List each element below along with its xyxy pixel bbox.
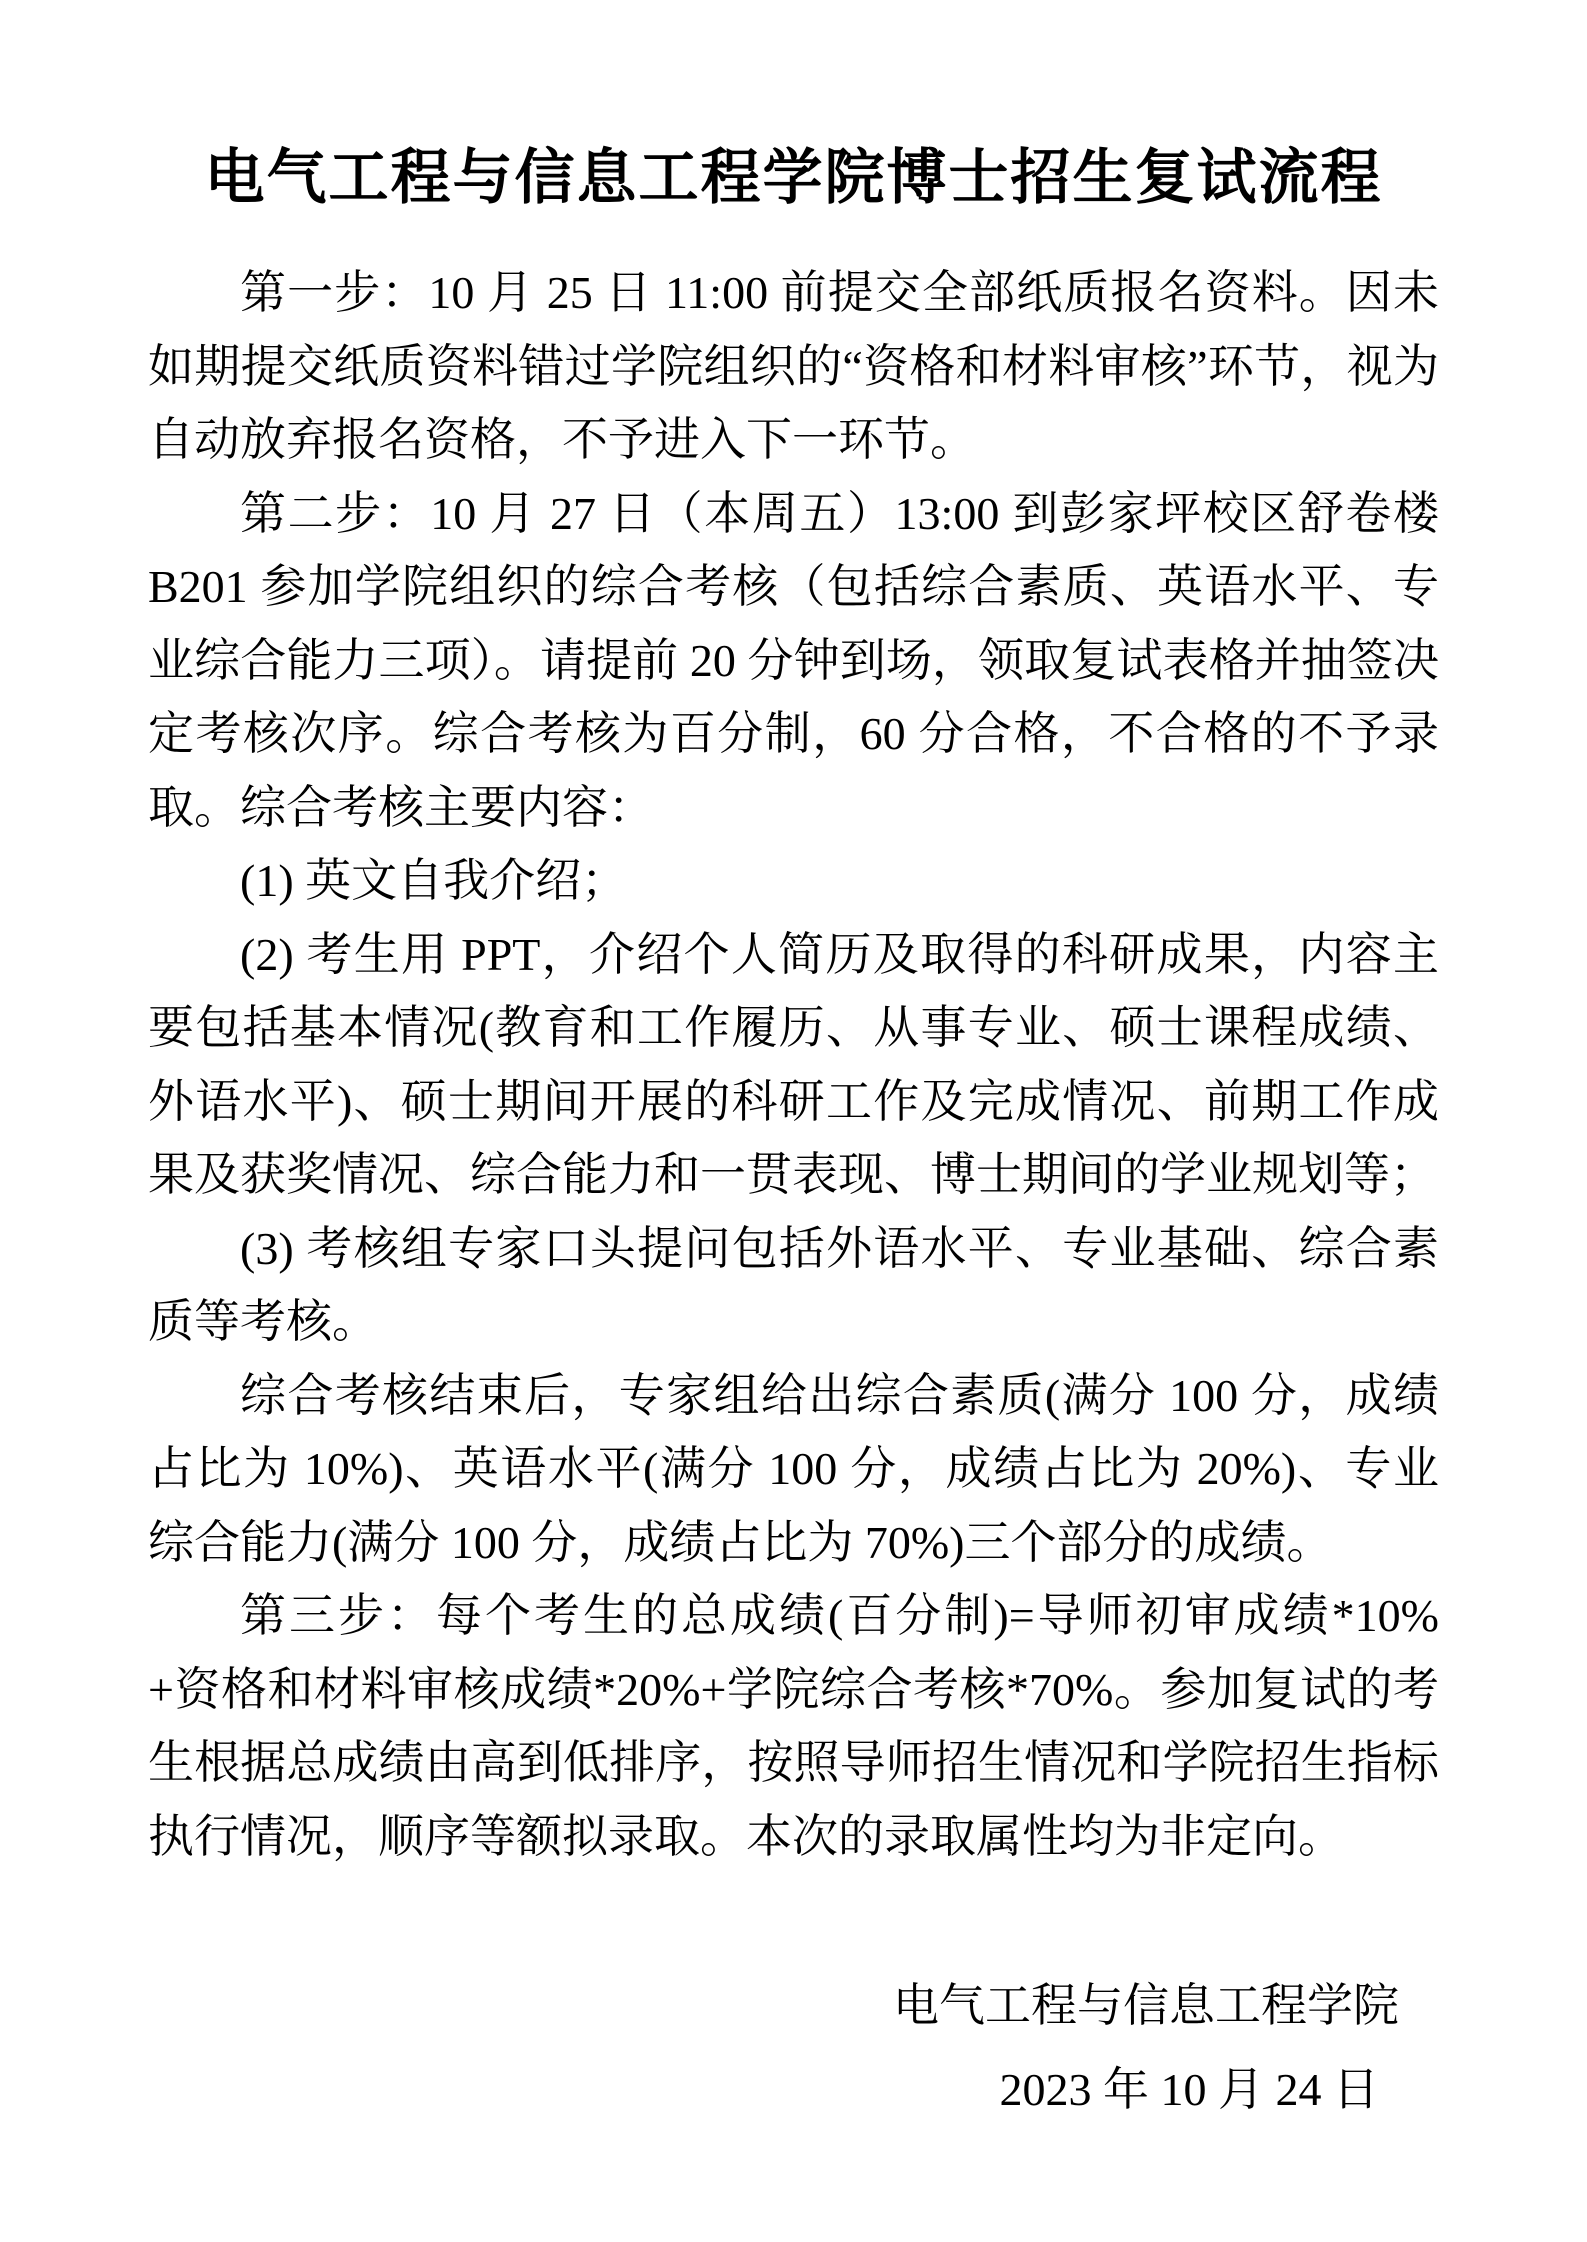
signature-organization: 电气工程与信息工程学院 [893, 1980, 1399, 2031]
paragraph-step2: 第二步：10 月 27 日（本周五）13:00 到彭家坪校区舒卷楼 B201 参加学院组织的综合考核（包括综合素质、英语水平、专业综合能力三项）。请提前 20 分钟到场，领取复试表格并抽签决定考核次序。综合考核为百分制，60 分合格，不合格的不予录取。综合考核主要内容： [148, 487, 1439, 833]
document-title: 电气工程与信息工程学院博士招生复试流程 [204, 145, 1383, 211]
paragraph-step3: 第三步：每个考生的总成绩(百分制)=导师初审成绩*10%+资格和材料审核成绩*20%+学院综合考核*70%。参加复试的考生根据总成绩由高到低排序，按照导师招生情况和学院招生指标执行情况，顺序等额拟录取。本次的录取属性均为非定向。 [148, 1590, 1439, 1862]
paragraph-item3: (3) 考核组专家口头提问包括外语水平、专业基础、综合素质等考核。 [148, 1222, 1439, 1347]
signature-date: 2023 年 10 月 24 日 [999, 2063, 1379, 2115]
signature-block [148, 1969, 1439, 2126]
document-body [148, 256, 1439, 1873]
paragraph-step1: 第一步：10 月 25 日 11:00 前提交全部纸质报名资料。因未如期提交纸质资料错过学院组织的“资格和材料审核”环节，视为自动放弃报名资格，不予进入下一环节。 [148, 267, 1439, 465]
paragraph-item2: (2) 考生用 PPT，介绍个人简历及取得的科研成果，内容主要包括基本情况(教育和工作履历、从事专业、硕士课程成绩、外语水平)、硕士期间开展的科研工作及完成情况、前期工作成果及获奖情况、综合能力和一贯表现、博士期间的学业规划等； [148, 928, 1439, 1200]
paragraph-item1: (1) 英文自我介绍； [240, 855, 628, 906]
paragraph-scoring: 综合考核结束后，专家组给出综合素质(满分 100 分，成绩占比为 10%)、英语水平(满分 100 分，成绩占比为 20%)、专业综合能力(满分 100 分，成绩占比为 70%)三个部分的成绩。 [148, 1369, 1439, 1568]
